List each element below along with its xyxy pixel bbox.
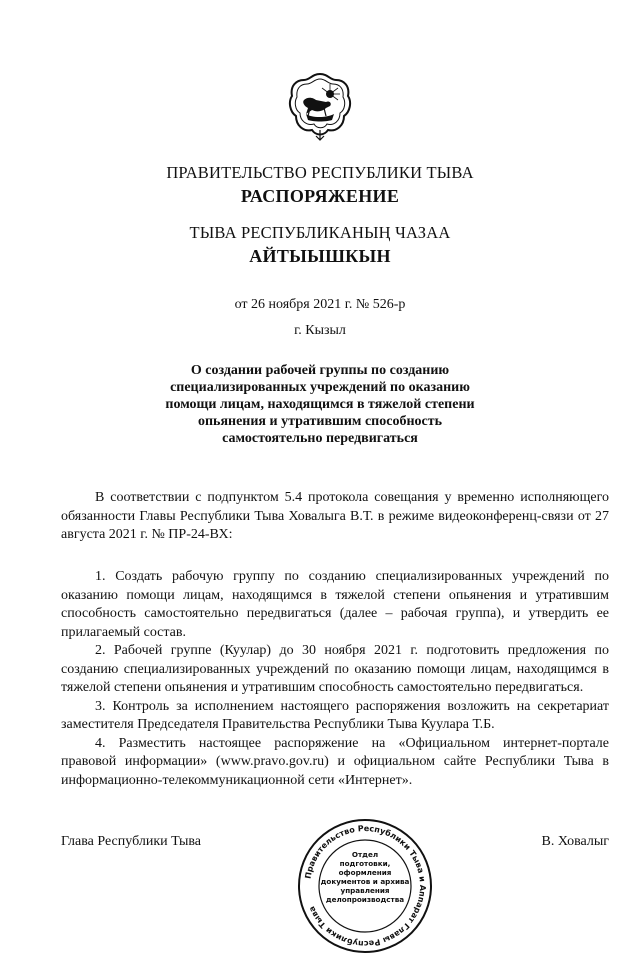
stamp-center-line: подготовки, (339, 859, 391, 868)
title-line: О создании рабочей группы по созданию (190, 363, 450, 378)
document-type-tyv: АЙТЫЫШКЫН (249, 246, 391, 266)
document-title (160, 362, 480, 447)
order-item-2: 2. Рабочей группе (Куулар) до 30 ноября 2021 г. подготовить предложения по созданию специализированных учреждений по оказанию помощи лицам, находящимся в тяжелой степени опьянения и утратившим способность самостоятельно передвигаться. (61, 643, 609, 695)
stamp-center-line: делопроизводства (325, 895, 405, 904)
order-items (61, 568, 609, 790)
stamp-center-line: документов и архива (320, 877, 410, 886)
document-date-number: от 26 ноября 2021 г. № 526-р (234, 297, 406, 312)
title-line: самостоятельно передвигаться (222, 431, 418, 446)
stamp-ring-text: Правительство Республики Тыва и Аппарат Главы Республики Тыва (303, 823, 428, 949)
signatory-position: Глава Республики Тыва (61, 834, 202, 849)
title-line: помощи лицам, находящимся в тяжелой степени (165, 397, 475, 412)
signatory-name: В. Ховалыг (541, 834, 609, 849)
preamble-text: В соответствии с подпунктом 5.4 протокола совещания у временно исполняющего обязанности Главы Республики Тыва Ховалыга В.Т. в режиме видеоконференц-связи от 27 августа 2021 г. № ПР-24-ВХ: (61, 490, 609, 542)
document-city: г. Кызыл (294, 323, 346, 338)
government-name-ru: ПРАВИТЕЛЬСТВО РЕСПУБЛИКИ ТЫВА (166, 163, 474, 182)
title-line: специализированных учреждений по оказанию (170, 380, 470, 395)
title-line: опьянения и утратившим способность (197, 414, 443, 429)
tuva-coat-of-arms-icon (286, 70, 354, 142)
official-stamp (296, 817, 434, 955)
stamp-center-line: оформления (338, 868, 392, 877)
document-type-ru: РАСПОРЯЖЕНИЕ (240, 186, 400, 206)
order-item-1: 1. Создать рабочую группу по созданию специализированных учреждений по оказанию помощи лицам, находящимся в тяжелой степени опьянения и утратившим способность самостоятельно передвигаться (далее – рабочая группа), и утвердить ее прилагаемый состав. (61, 569, 609, 640)
order-item-4: 4. Разместить настоящее распоряжение на «Официальном интернет-портале правовой информации» (www.pravo.gov.ru) и официальном сайте Республики Тыва в информационно-телекоммуникационной сети «Интернет». (61, 735, 609, 788)
order-item-3: 3. Контроль за исполнением настоящего распоряжения возложить на секретариат заместителя Председателя Правительства Республики Тыва Куулара Т.Б. (61, 698, 609, 732)
stamp-center-line: Отдел (351, 850, 379, 859)
preamble (61, 489, 609, 545)
government-name-tyv: ТЫВА РЕСПУБЛИКАНЫҢ ЧАЗАА (189, 223, 451, 242)
stamp-center-line: управления (340, 886, 390, 895)
